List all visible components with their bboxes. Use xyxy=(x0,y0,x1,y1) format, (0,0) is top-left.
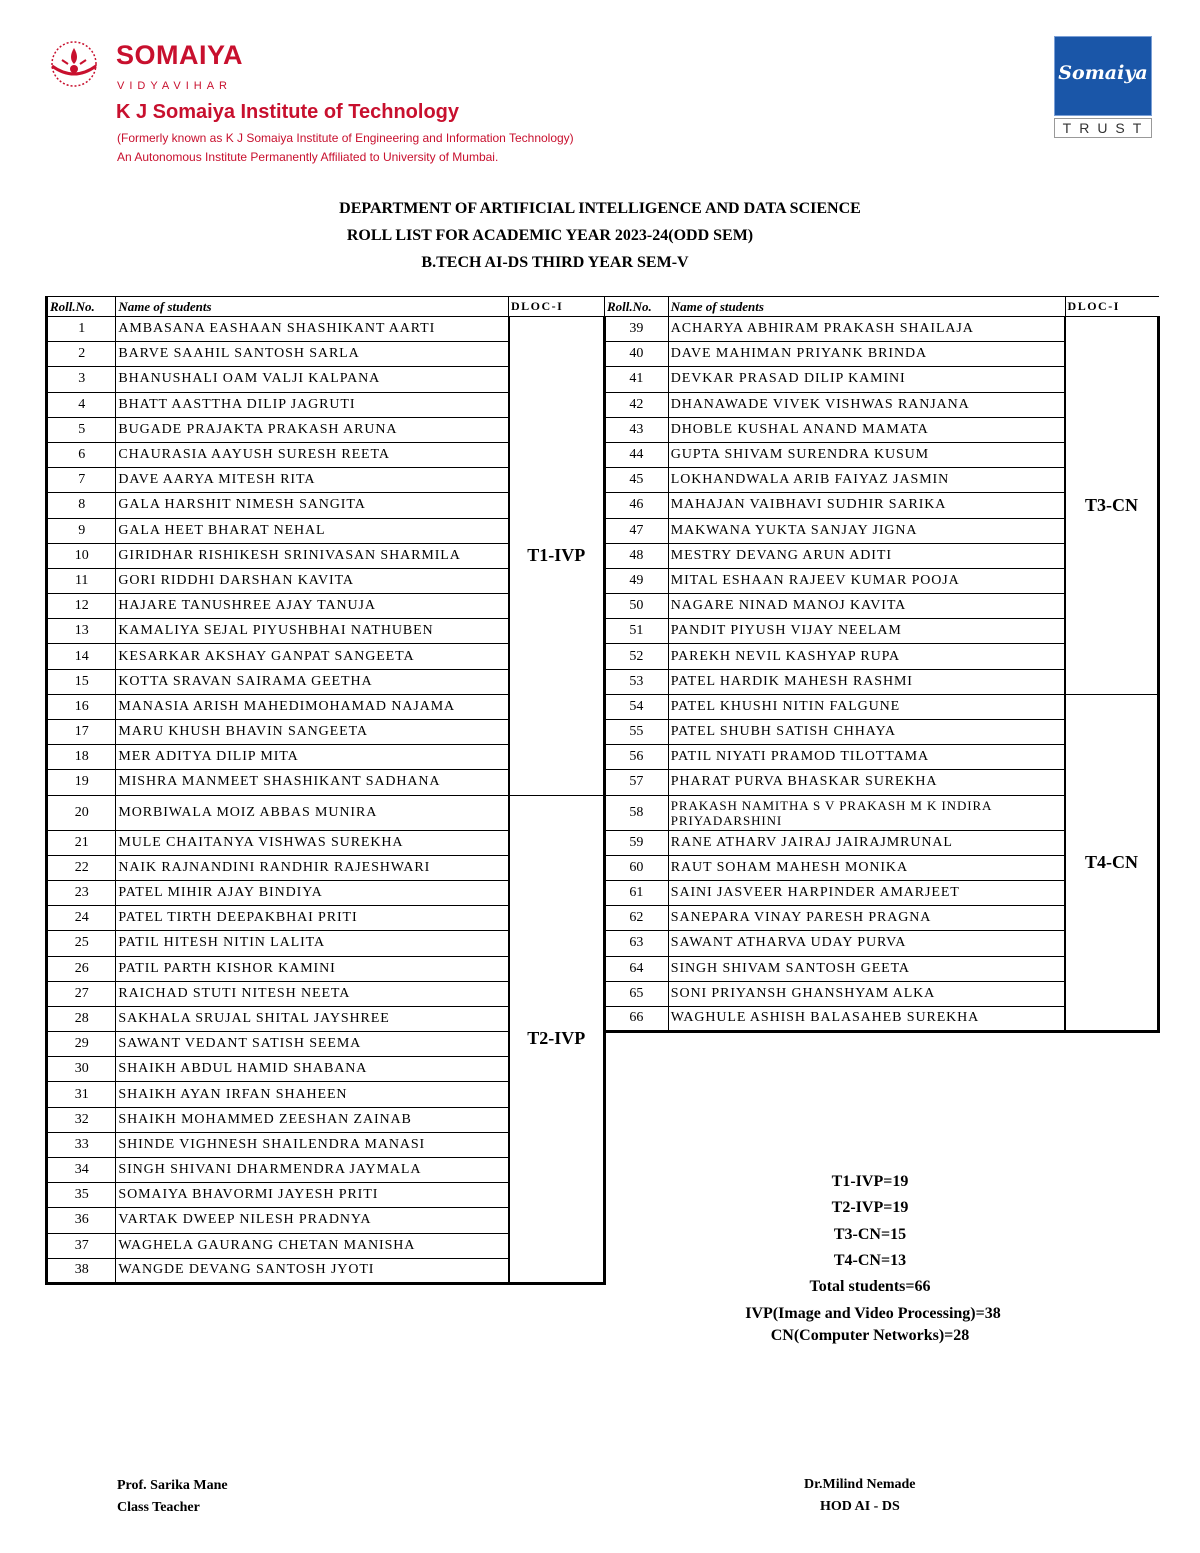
trust-logo-script: Somaiya xyxy=(1058,62,1148,84)
student-name: PATIL NIYATI PRAMOD TILOTTAMA xyxy=(668,745,1065,770)
student-name: MARU KHUSH BHAVIN SANGEETA xyxy=(116,720,509,745)
student-name: RAICHAD STUTI NITESH NEETA xyxy=(116,981,509,1006)
roll-number: 57 xyxy=(605,770,669,795)
roll-number: 49 xyxy=(605,568,669,593)
student-name: DAVE MAHIMAN PRIYANK BRINDA xyxy=(668,342,1065,367)
student-name: GUPTA SHIVAM SURENDRA KUSUM xyxy=(668,442,1065,467)
student-name: KESARKAR AKSHAY GANPAT SANGEETA xyxy=(116,644,509,669)
student-name: PRAKASH NAMITHA S V PRAKASH M K INDIRA PRIYADARSHINI xyxy=(668,795,1065,830)
roll-number: 58 xyxy=(605,795,669,830)
student-name: MESTRY DEVANG ARUN ADITI xyxy=(668,543,1065,568)
summary-t4: T4-CN=13 xyxy=(833,1252,907,1269)
column-roll-no: Roll.No. xyxy=(47,297,116,317)
student-name: SHAIKH AYAN IRFAN SHAHEEN xyxy=(116,1082,509,1107)
roll-number: 48 xyxy=(605,543,669,568)
student-name: AMBASANA EASHAAN SHASHIKANT AARTI xyxy=(116,317,509,342)
roll-number: 10 xyxy=(47,543,116,568)
student-name: DEVKAR PRASAD DILIP KAMINI xyxy=(668,367,1065,392)
table-header-row xyxy=(47,297,605,317)
student-name: SHAIKH ABDUL HAMID SHABANA xyxy=(116,1057,509,1082)
student-name: PATEL MIHIR AJAY BINDIYA xyxy=(116,880,509,905)
somaiya-emblem-logo xyxy=(44,38,108,90)
student-name: SONI PRIYANSH GHANSHYAM ALKA xyxy=(668,981,1065,1006)
roll-number: 59 xyxy=(605,830,669,855)
roll-number: 13 xyxy=(47,619,116,644)
trust-label: TRUST xyxy=(1054,118,1152,138)
roll-number: 38 xyxy=(47,1258,116,1283)
student-name: ACHARYA ABHIRAM PRAKASH SHAILAJA xyxy=(668,317,1065,342)
roll-number: 3 xyxy=(47,367,116,392)
roll-number: 5 xyxy=(47,417,116,442)
student-name: RANE ATHARV JAIRAJ JAIRAJMRUNAL xyxy=(668,830,1065,855)
roll-number: 19 xyxy=(47,770,116,795)
roll-table-left xyxy=(45,296,606,1285)
student-name: KAMALIYA SEJAL PIYUSHBHAI NATHUBEN xyxy=(116,619,509,644)
roll-number: 16 xyxy=(47,694,116,719)
student-name: BHANUSHALI OAM VALJI KALPANA xyxy=(116,367,509,392)
summary-t1: T1-IVP=19 xyxy=(831,1173,909,1190)
roll-number: 24 xyxy=(47,906,116,931)
roll-number: 56 xyxy=(605,745,669,770)
table-row xyxy=(47,795,605,830)
roll-number: 32 xyxy=(47,1107,116,1132)
student-name: KOTTA SRAVAN SAIRAMA GEETHA xyxy=(116,669,509,694)
student-name: SAINI JASVEER HARPINDER AMARJEET xyxy=(668,880,1065,905)
table-header-row xyxy=(605,297,1159,317)
roll-number: 8 xyxy=(47,493,116,518)
roll-number: 18 xyxy=(47,745,116,770)
roll-number: 15 xyxy=(47,669,116,694)
institute-formerly: (Formerly known as K J Somaiya Institute of Engineering and Information Technology) xyxy=(117,131,574,145)
roll-number: 60 xyxy=(605,855,669,880)
student-name: SOMAIYA BHAVORMI JAYESH PRITI xyxy=(116,1183,509,1208)
roll-number: 54 xyxy=(605,694,669,719)
group-t1-ivp: T1-IVP xyxy=(509,317,605,796)
student-name: MAKWANA YUKTA SANJAY JIGNA xyxy=(668,518,1065,543)
student-name: PAREKH NEVIL KASHYAP RUPA xyxy=(668,644,1065,669)
roll-number: 61 xyxy=(605,880,669,905)
roll-number: 66 xyxy=(605,1006,669,1031)
student-name: DHANAWADE VIVEK VISHWAS RANJANA xyxy=(668,392,1065,417)
brand-subtitle: VIDYAVIHAR xyxy=(117,80,232,92)
hod-role: HOD AI - DS xyxy=(820,1499,900,1514)
student-name: MISHRA MANMEET SHASHIKANT SADHANA xyxy=(116,770,509,795)
student-name: MER ADITYA DILIP MITA xyxy=(116,745,509,770)
student-name: BUGADE PRAJAKTA PRAKASH ARUNA xyxy=(116,417,509,442)
roll-number: 27 xyxy=(47,981,116,1006)
column-dloc: DLOC-I xyxy=(1065,297,1158,317)
roll-number: 11 xyxy=(47,568,116,593)
summary-cn: CN(Computer Networks)=28 xyxy=(770,1327,970,1344)
student-name: PATIL PARTH KISHOR KAMINI xyxy=(116,956,509,981)
roll-number: 2 xyxy=(47,342,116,367)
student-name: WAGHULE ASHISH BALASAHEB SUREKHA xyxy=(668,1006,1065,1031)
student-name: SANEPARA VINAY PARESH PRAGNA xyxy=(668,906,1065,931)
table-row xyxy=(47,317,605,342)
roll-number: 62 xyxy=(605,906,669,931)
student-name: CHAURASIA AAYUSH SURESH REETA xyxy=(116,442,509,467)
roll-number: 63 xyxy=(605,931,669,956)
student-name: SINGH SHIVAM SANTOSH GEETA xyxy=(668,956,1065,981)
roll-number: 51 xyxy=(605,619,669,644)
roll-number: 37 xyxy=(47,1233,116,1258)
student-name: SHINDE VIGHNESH SHAILENDRA MANASI xyxy=(116,1132,509,1157)
summary-t2: T2-IVP=19 xyxy=(831,1199,909,1216)
student-name: PATIL HITESH NITIN LALITA xyxy=(116,931,509,956)
student-name: VARTAK DWEEP NILESH PRADNYA xyxy=(116,1208,509,1233)
student-name: MORBIWALA MOIZ ABBAS MUNIRA xyxy=(116,795,509,830)
student-name: SAWANT ATHARVA UDAY PURVA xyxy=(668,931,1065,956)
roll-number: 45 xyxy=(605,468,669,493)
student-name: PANDIT PIYUSH VIJAY NEELAM xyxy=(668,619,1065,644)
roll-number: 20 xyxy=(47,795,116,830)
student-name: PHARAT PURVA BHASKAR SUREKHA xyxy=(668,770,1065,795)
table-row xyxy=(605,694,1159,719)
class-teacher-name: Prof. Sarika Mane xyxy=(117,1478,228,1493)
class-title: B.TECH AI-DS THIRD YEAR SEM-V xyxy=(421,254,689,271)
column-name: Name of students xyxy=(668,297,1065,317)
roll-number: 29 xyxy=(47,1032,116,1057)
roll-number: 46 xyxy=(605,493,669,518)
roll-number: 30 xyxy=(47,1057,116,1082)
roll-number: 34 xyxy=(47,1158,116,1183)
student-name: HAJARE TANUSHREE AJAY TANUJA xyxy=(116,594,509,619)
summary-ivp: IVP(Image and Video Processing)=38 xyxy=(745,1305,1001,1322)
roll-number: 4 xyxy=(47,392,116,417)
student-name: WAGHELA GAURANG CHETAN MANISHA xyxy=(116,1233,509,1258)
institute-affiliation: An Autonomous Institute Permanently Affiliated to University of Mumbai. xyxy=(117,150,499,164)
brand-name: SOMAIYA xyxy=(116,40,244,70)
student-name: SAKHALA SRUJAL SHITAL JAYSHREE xyxy=(116,1006,509,1031)
roll-number: 41 xyxy=(605,367,669,392)
student-name: GORI RIDDHI DARSHAN KAVITA xyxy=(116,568,509,593)
class-teacher-role: Class Teacher xyxy=(117,1500,200,1515)
roll-number: 7 xyxy=(47,468,116,493)
roll-number: 53 xyxy=(605,669,669,694)
student-name: GALA HARSHIT NIMESH SANGITA xyxy=(116,493,509,518)
summary-t3: T3-CN=15 xyxy=(833,1226,907,1243)
roll-number: 64 xyxy=(605,956,669,981)
student-name: BHATT AASTTHA DILIP JAGRUTI xyxy=(116,392,509,417)
roll-number: 6 xyxy=(47,442,116,467)
student-name: MITAL ESHAAN RAJEEV KUMAR POOJA xyxy=(668,568,1065,593)
roll-list-title: ROLL LIST FOR ACADEMIC YEAR 2023-24(ODD SEM) xyxy=(346,227,754,244)
roll-number: 1 xyxy=(47,317,116,342)
roll-number: 26 xyxy=(47,956,116,981)
department-title: DEPARTMENT OF ARTIFICIAL INTELLIGENCE AND DATA SCIENCE xyxy=(339,200,861,217)
roll-number: 33 xyxy=(47,1132,116,1157)
student-name: NAIK RAJNANDINI RANDHIR RAJESHWARI xyxy=(116,855,509,880)
roll-number: 65 xyxy=(605,981,669,1006)
student-name: PATEL HARDIK MAHESH RASHMI xyxy=(668,669,1065,694)
roll-number: 9 xyxy=(47,518,116,543)
student-name: BARVE SAAHIL SANTOSH SARLA xyxy=(116,342,509,367)
student-name: MANASIA ARISH MAHEDIMOHAMAD NAJAMA xyxy=(116,694,509,719)
column-roll-no: Roll.No. xyxy=(605,297,669,317)
roll-number: 43 xyxy=(605,417,669,442)
student-name: DHOBLE KUSHAL ANAND MAMATA xyxy=(668,417,1065,442)
roll-number: 23 xyxy=(47,880,116,905)
hod-name: Dr.Milind Nemade xyxy=(804,1477,916,1492)
student-name: DAVE AARYA MITESH RITA xyxy=(116,468,509,493)
student-name: RAUT SOHAM MAHESH MONIKA xyxy=(668,855,1065,880)
roll-number: 25 xyxy=(47,931,116,956)
roll-number: 22 xyxy=(47,855,116,880)
student-name: SHAIKH MOHAMMED ZEESHAN ZAINAB xyxy=(116,1107,509,1132)
roll-number: 21 xyxy=(47,830,116,855)
roll-number: 50 xyxy=(605,594,669,619)
roll-number: 31 xyxy=(47,1082,116,1107)
student-name: SAWANT VEDANT SATISH SEEMA xyxy=(116,1032,509,1057)
student-name: GIRIDHAR RISHIKESH SRINIVASAN SHARMILA xyxy=(116,543,509,568)
roll-number: 17 xyxy=(47,720,116,745)
student-name: SINGH SHIVANI DHARMENDRA JAYMALA xyxy=(116,1158,509,1183)
student-name: MULE CHAITANYA VISHWAS SUREKHA xyxy=(116,830,509,855)
roll-number: 12 xyxy=(47,594,116,619)
student-name: MAHAJAN VAIBHAVI SUDHIR SARIKA xyxy=(668,493,1065,518)
summary-total: Total students=66 xyxy=(809,1278,931,1295)
roll-number: 42 xyxy=(605,392,669,417)
student-name: PATEL TIRTH DEEPAKBHAI PRITI xyxy=(116,906,509,931)
group-t3-cn: T3-CN xyxy=(1065,317,1158,695)
roll-number: 36 xyxy=(47,1208,116,1233)
student-name: PATEL KHUSHI NITIN FALGUNE xyxy=(668,694,1065,719)
student-name: GALA HEET BHARAT NEHAL xyxy=(116,518,509,543)
roll-number: 47 xyxy=(605,518,669,543)
somaiya-trust-logo xyxy=(1054,36,1152,138)
table-row xyxy=(605,317,1159,342)
roll-number: 52 xyxy=(605,644,669,669)
column-dloc: DLOC-I xyxy=(509,297,605,317)
student-name: LOKHANDWALA ARIB FAIYAZ JASMIN xyxy=(668,468,1065,493)
roll-number: 28 xyxy=(47,1006,116,1031)
student-name: NAGARE NINAD MANOJ KAVITA xyxy=(668,594,1065,619)
roll-number: 39 xyxy=(605,317,669,342)
roll-number: 55 xyxy=(605,720,669,745)
roll-number: 44 xyxy=(605,442,669,467)
student-name: PATEL SHUBH SATISH CHHAYA xyxy=(668,720,1065,745)
roll-table-right xyxy=(604,296,1160,1033)
group-t2-ivp: T2-IVP xyxy=(509,795,605,1283)
roll-number: 35 xyxy=(47,1183,116,1208)
roll-number: 14 xyxy=(47,644,116,669)
group-t4-cn: T4-CN xyxy=(1065,694,1158,1031)
column-name: Name of students xyxy=(116,297,509,317)
roll-number: 40 xyxy=(605,342,669,367)
institute-name: K J Somaiya Institute of Technology xyxy=(116,101,460,123)
student-name: WANGDE DEVANG SANTOSH JYOTI xyxy=(116,1258,509,1283)
